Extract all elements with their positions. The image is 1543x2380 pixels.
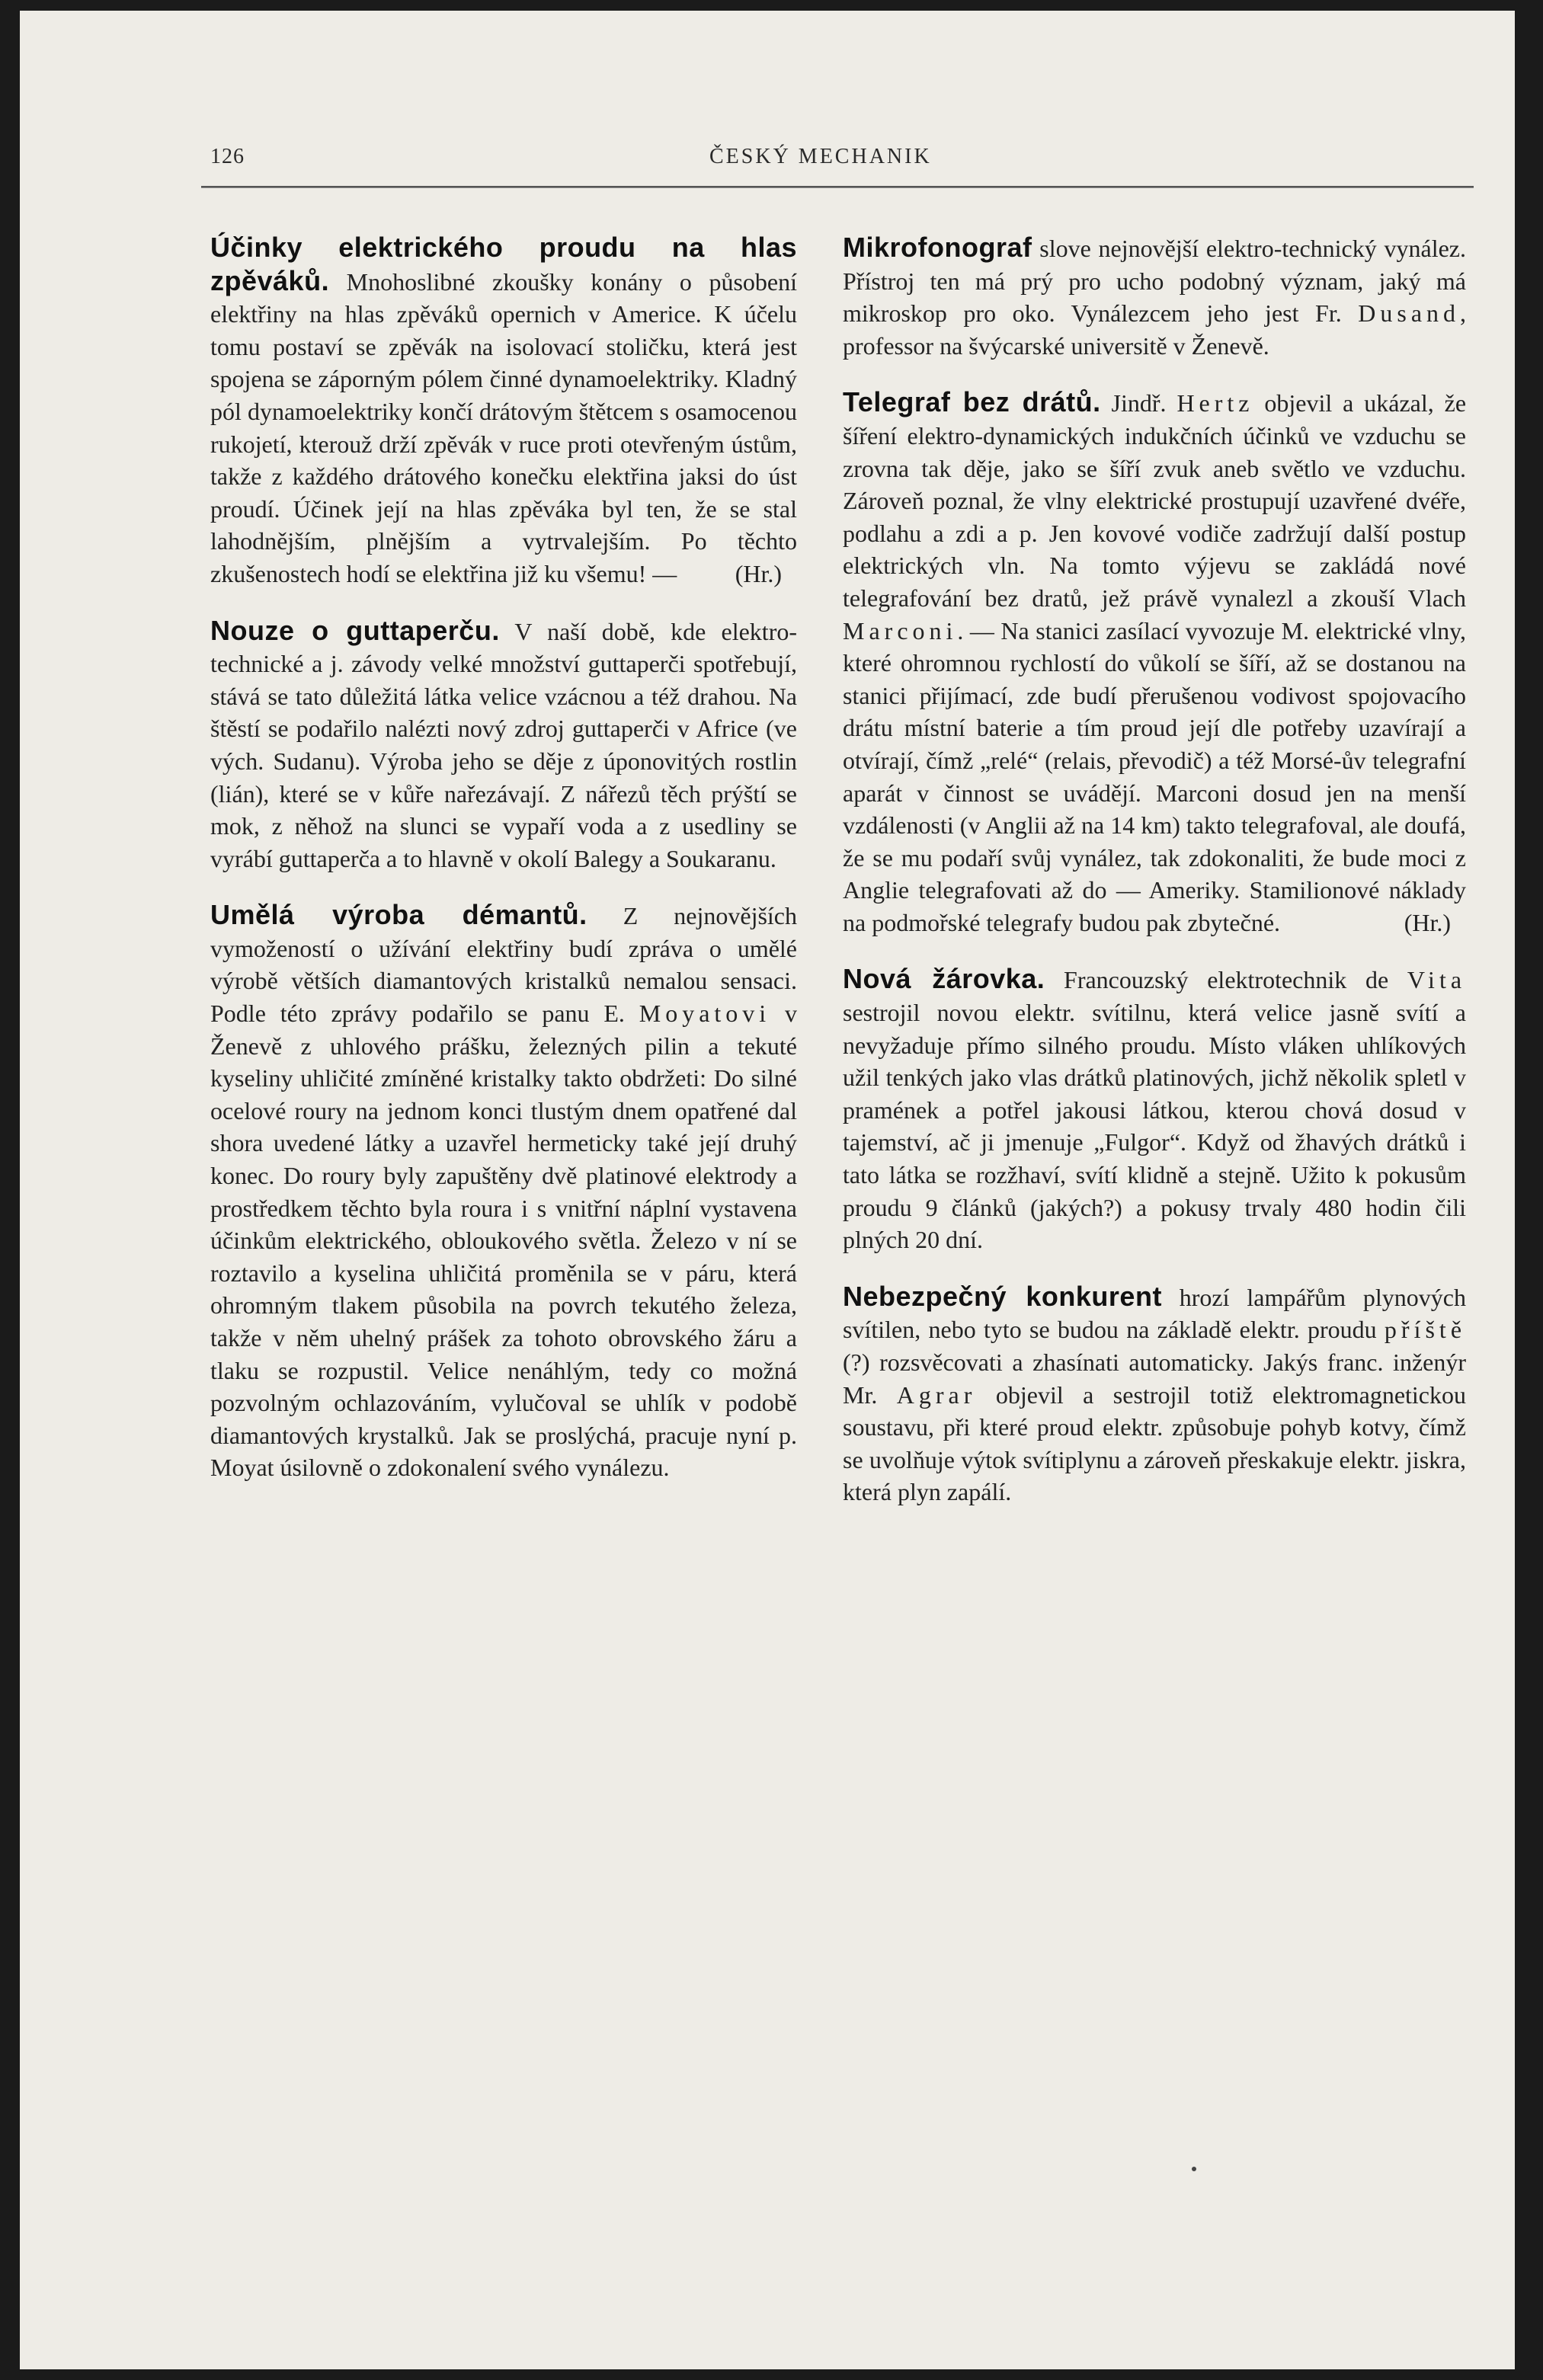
article-signature: (Hr.) <box>735 559 782 587</box>
article-body: Z nejnovějších vymožeností o užívání elektřiny budí zpráva o umělé výrobě větších diamantových kristalků nemalou sensaci. Podle této zprávy podařilo se panu E. <box>210 902 798 1028</box>
stray-dot <box>1192 2167 1196 2171</box>
article-body: , professor na švýcarské universitě v Ženevě. <box>843 299 1467 360</box>
person-name: Dusand <box>1358 299 1461 328</box>
article-ucinky <box>210 232 797 590</box>
article-zarovka <box>843 963 1466 1256</box>
article-title: Nová žárovka. <box>843 963 1045 995</box>
article-title: Telegraf bez drátů. <box>843 386 1101 418</box>
article-title: Mikrofonograf <box>843 232 1032 263</box>
person-name: Agrar <box>896 1380 977 1409</box>
article-body: Jindř. <box>1111 389 1167 417</box>
article-title: Nebezpečný konkurent <box>843 1280 1162 1312</box>
article-body: v Ženevě z uhlového prášku, železných pilin a tekuté kyseliny uhličité zmíněné kristalky takto obdržeti: Do silné ocelové roury na jednom konci tlustým dnem opatřené dal shora uvedené látky a uzavřel hermeticky také její druhý konec. Do roury byly zapuštěny dvě platinové elektrody a prostředkem těchto byla roura i s vnitřní náplní vystavena účinkům elektrického, obloukového světla. Železo v ní se roztavilo a kyselina uhličitá proměnila se v páru, která ohromným tlakem působila na povrch tekutého železa, takže v něm uhelný prášek za tohoto obrovského žáru a tlaku se rozpustil. Velice nenáhlým, tedy co možná pozvolným ochlazováním, vylučoval se uhlík v podobě diamantových krystalků. Jak se proslýchá, pracuje nyní p. Moyat úsilovně o zdokonalení svého vynálezu. <box>210 1000 798 1482</box>
page-header <box>195 145 1471 175</box>
person-name: Hertz <box>1176 389 1254 417</box>
article-body: hrozí lampářům plynových svítilen, nebo tyto se budou na základě elektr. proudu <box>843 1283 1466 1344</box>
article-body: slove nejnovější elektro-technický vynález. Přístroj ten má prý pro ucho podobný význam, jaký má mikroskop pro oko. Vynálezcem jeho jest Fr. <box>843 235 1467 328</box>
article-body: sestrojil novou elektr. svítilnu, která velice jasně svítí a nevyžaduje přímo silného proudu. Místo vláken uhlíkových užil tenkých jako vlas drátků platinových, jichž několik spletl v pramének a potřel jakousi látkou, kterou chová dosud v tajemství, ač ji jmenuje „Fulgor“. Když od žhavých drátků i tato látka se rozžhaví, svítí klidně a stejně. Užito k pokusům proudu 9 článků (jakých?) a pokusy trvaly 480 hodin čili plných 20 dní. <box>843 999 1466 1254</box>
article-body: . — Na stanici zasílací vyvozuje M. elektrické vlny, které ohromnou rychlostí do vůkolí se šíří, až se dostanou na stanici přijímací, zde budí přerušenou vodivost spojovacího drátu místní baterie a tím proud její dle potřeby uzavírají a otvírají, čímž „relé“ (relais, převodič) a též Morsé-ův telegrafní aparát v činnost se uvádějí. Marconi dosud jen na menší vzdálenosti (v Anglii až na 14 km) takto telegrafoval, ale doufá, že se mu podaří svůj vynález, tak zdokonaliti, že bude moci z Anglie telegrafovati až do — Ameriky. Stamilionové náklady na podmořské telegrafy budou pak zbytečné. <box>843 616 1466 936</box>
article-signature: (Hr.) <box>1404 908 1451 936</box>
article-body: objevil a ukázal, že šíření elektro-dynamických indukčních účinků ve vzduchu se zrovna tak děje, jako se šíří zvuk aneb světlo ve vzduchu. Zároveň poznal, že vlny elektrické prostupují uzavřené dvéře, podlahu a zdi a p. Jen kovové vodiče zadržují další postup elektrických vln. Na tomto výjevu se zakládá nové telegrafování bez dratů, jež právě vynalezl a zkouší Vlach <box>843 389 1467 612</box>
article-title: Účinky elektrického proudu na hlas zpěváků. <box>210 232 797 296</box>
right-column <box>843 232 1466 1508</box>
article-body: Francouzský elektrotechnik de <box>1064 966 1389 994</box>
article-body: (?) rozsvěcovati a zhasínati automaticky. Jakýs franc. inženýr Mr. <box>843 1348 1466 1409</box>
emphasized-word: příště <box>1384 1316 1467 1344</box>
article-telegraf <box>843 386 1466 939</box>
article-konkurent <box>843 1281 1466 1508</box>
article-body: objevil a sestrojil totiž elektromagnetickou soustavu, při které proud elektr. způsobuje pohyb kotvy, čímž se uvolňuje výtok svítiplynu a zároveň přeskakuje elektr. jiskra, která plyn zapálí. <box>843 1380 1466 1506</box>
article-title: Umělá výroba démantů. <box>210 899 587 931</box>
article-mikrofonograf <box>843 232 1466 362</box>
person-name: Moyatovi <box>639 1000 771 1028</box>
article-demanty <box>210 899 797 1484</box>
page <box>20 11 1515 2369</box>
article-guttaperca <box>210 615 797 875</box>
header-rule <box>201 186 1474 188</box>
person-name: Vita <box>1407 966 1467 994</box>
page-number: 126 <box>210 145 245 168</box>
running-title: ČESKÝ MECHANIK <box>709 145 932 168</box>
left-column <box>210 232 797 1484</box>
article-body: V naší době, kde elektro-technické a j. závody velké množství guttaperči spotřebují, stává se tato důležitá látka velice vzácnou a též drahou. Na štěstí se podařilo nalézti nový zdroj guttaperči v Africe (ve vých. Sudanu). Výroba jeho se děje z úponovitých rostlin (lián), které se v kůře nařezávají. Z nářezů těch prýští se mok, z něhož na slunci se vypaří voda a z usedliny se vyrábí guttaperča a to hlavně v okolí Balegy a Soukaranu. <box>210 617 798 872</box>
person-name: Marconi <box>843 616 958 645</box>
article-title: Nouze o guttaperču. <box>210 614 500 646</box>
article-body: Mnohoslibné zkoušky konány o působení elektřiny na hlas zpěváků opernich v Americe. K účelu tomu postaví se zpěvák na isolovací stoličku, která jest spojena se záporným pólem činné dynamoelektriky. Kladný pól dynamoelektriky končí drátovým štětcem s osamocenou rukojetí, kterouž drží zpěvák v ruce proti otevřeným ústům, takže z každého drátového konečku elektřina jaksi do úst proudí. Účinek její na hlas zpěváka byl ten, že se stal lahodnějším, plnějším a vytrvalejším. Po těchto zkušenostech hodí se elektřina již ku všemu! — <box>210 267 798 587</box>
